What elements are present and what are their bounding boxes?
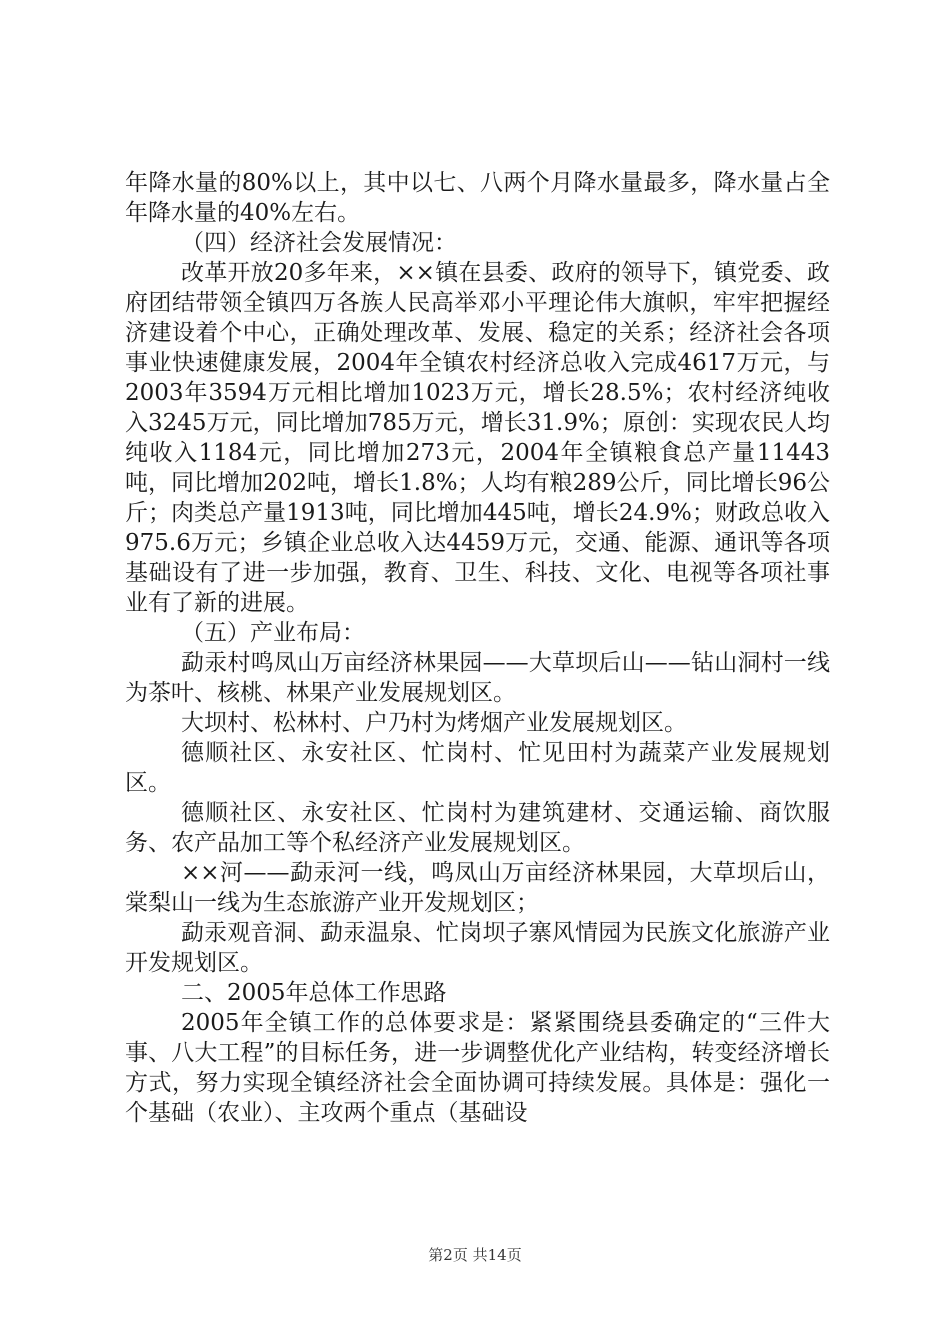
paragraph: 德顺社区、永安社区、忙岗村为建筑建材、交通运输、商饮服务、农产品加工等个私经济产业发展规划区。	[125, 800, 830, 856]
section-heading-industry: （五）产业布局：	[181, 620, 365, 646]
section-heading-2005: 二、2005年总体工作思路	[181, 980, 447, 1006]
page-footer: 第2页 共14页	[428, 1246, 522, 1264]
paragraph: 大坝村、松林村、户乃村为烤烟产业发展规划区。	[181, 710, 687, 736]
paragraph: ××河——勐汞河一线，鸣凤山万亩经济林果园，大草坝后山，棠梨山一线为生态旅游产业开发规划区；	[125, 860, 830, 916]
section-heading-economy: （四）经济社会发展情况：	[181, 230, 457, 256]
paragraph: 勐汞村鸣凤山万亩经济林果园——大草坝后山——钻山洞村一线为茶叶、核桃、林果产业发展规划区。	[125, 650, 830, 706]
paragraph: 勐汞观音洞、勐汞温泉、忙岗坝子寨风情园为民族文化旅游产业开发规划区。	[125, 920, 830, 976]
document-body	[125, 168, 830, 1128]
paragraph: 德顺社区、永安社区、忙岗村、忙见田村为蔬菜产业发展规划区。	[125, 740, 830, 796]
paragraph: 改革开放20多年来，××镇在县委、政府的领导下，镇党委、政府团结带领全镇四万各族人民高举邓小平理论伟大旗帜，牢牢把握经济建设着个中心，正确处理改革、发展、稳定的关系；经济社会各项事业快速健康发展，2004年全镇农村经济总收入完成4617万元，与2003年3594万元相比增加1023万元，增长28.5%；农村经济纯收入3245万元，同比增加785万元，增长31.9%；原创：实现农民人均纯收入1184元，同比增加273元，2004年全镇粮食总产量11443吨，同比增加202吨，增长1.8%；人均有粮289公斤，同比增长96公斤；肉类总产量1913吨，同比增加445吨，增长24.9%；财政总收入975.6万元；乡镇企业总收入达4459万元，交通、能源、通讯等各项基础设有了进一步加强，教育、卫生、科技、文化、电视等各项社事业有了新的进展。	[125, 260, 830, 616]
paragraph: 年降水量的80%以上，其中以七、八两个月降水量最多，降水量占全年降水量的40%左右。	[125, 170, 830, 226]
paragraph: 2005年全镇工作的总体要求是：紧紧围绕县委确定的“三件大事、八大工程”的目标任务，进一步调整优化产业结构，转变经济增长方式，努力实现全镇经济社会全面协调可持续发展。具体是：强化一个基础（农业）、主攻两个重点（基础设	[125, 1010, 830, 1126]
